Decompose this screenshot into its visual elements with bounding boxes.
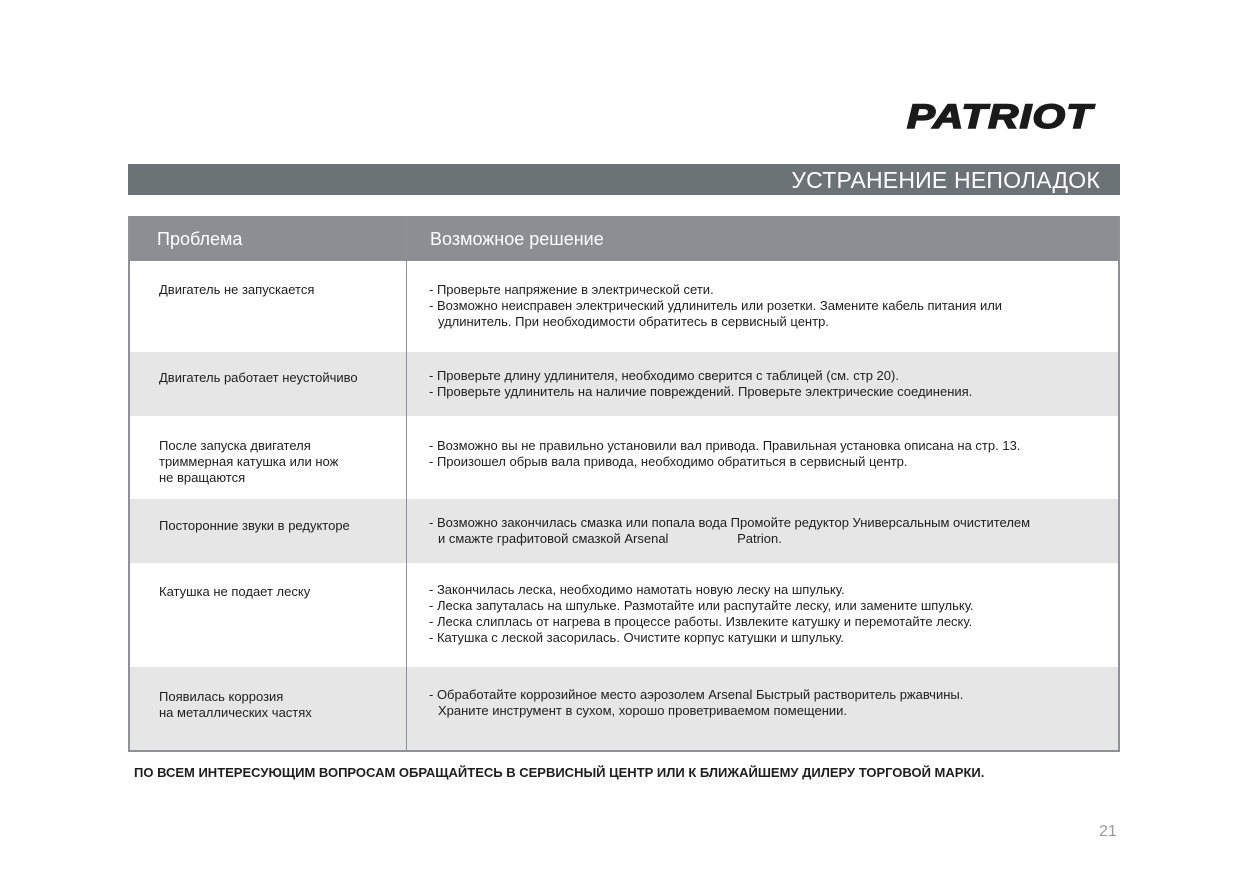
service-center-note: ПО ВСЕМ ИНТЕРЕСУЮЩИМ ВОПРОСАМ ОБРАЩАЙТЕСЬ В СЕРВИСНЫЙ ЦЕНТР ИЛИ К БЛИЖАЙШЕМУ ДИЛЕРУ ТОРГОВОЙ МАРКИ. xyxy=(134,765,985,780)
solution-cell xyxy=(429,438,1109,470)
solution-line: - Возможно неисправен электрический удлинитель или розетки. Замените кабель питания или xyxy=(429,298,1003,313)
problem-cell xyxy=(159,370,399,386)
table-row xyxy=(130,352,1118,416)
solution-line: удлинитель. При необходимости обратитесь в сервисный центр. xyxy=(438,314,829,329)
problem-cell xyxy=(159,584,399,600)
problem-text: триммерная катушка или нож xyxy=(159,454,339,469)
problem-text: Появилась коррозия xyxy=(159,689,284,704)
problem-cell xyxy=(159,689,399,721)
solution-line: - Закончилась леска, необходимо намотать новую леску на шпульку. xyxy=(429,582,845,597)
solution-line: - Леска запуталась на шпульке. Размотайте или распутайте леску, или замените шпульку. xyxy=(429,598,974,613)
patriot-logo-graphic xyxy=(905,96,1097,136)
table-row xyxy=(130,667,1118,750)
table-row xyxy=(130,416,1118,499)
logo-text: PATRIOT xyxy=(907,98,1096,136)
solution-line: - Обработайте коррозийное место аэрозолем Arsenal Быстрый растворитель ржавчины. xyxy=(429,687,964,702)
problem-text: Двигатель не запускается xyxy=(159,282,315,297)
problem-cell xyxy=(159,282,399,298)
table-row xyxy=(130,563,1118,667)
table-header xyxy=(130,216,1118,261)
solution-line: - Проверьте напряжение в электрической сети. xyxy=(429,282,714,297)
problem-text: После запуска двигателя xyxy=(159,438,311,453)
solution-line: - Возможно закончилась смазка или попала вода Промойте редуктор Универсальным очистителем xyxy=(429,515,1031,530)
problem-cell xyxy=(159,518,399,534)
table-row xyxy=(130,261,1118,352)
solution-cell xyxy=(429,687,1109,719)
solution-line: - Леска слиплась от нагрева в процессе работы. Извлеките катушку и перемотайте леску. xyxy=(429,614,973,629)
header-solution: Возможное решение xyxy=(430,229,604,249)
table-row xyxy=(130,499,1118,563)
problem-cell xyxy=(159,438,399,486)
problem-text: не вращаются xyxy=(159,470,246,485)
patriot-logo xyxy=(905,96,1097,136)
solution-line: и смажте графитовой смазкой Arsenal Patrion. xyxy=(438,531,782,546)
solution-line: - Проверьте удлинитель на наличие повреждений. Проверьте электрические соединения. xyxy=(429,384,973,399)
troubleshooting-table xyxy=(128,216,1120,752)
header-problem: Проблема xyxy=(157,229,243,249)
solution-line: - Проверьте длину удлинителя, необходимо сверится с таблицей (см. стр 20). xyxy=(429,368,899,383)
solution-line: - Катушка с леской засорилась. Очистите корпус катушки и шпульку. xyxy=(429,630,844,645)
problem-text: Посторонние звуки в редукторе xyxy=(159,518,350,533)
column-divider xyxy=(406,216,407,750)
problem-text: на металлических частях xyxy=(159,705,312,720)
page-number: 21 xyxy=(1099,823,1117,840)
solution-cell xyxy=(429,368,1109,400)
solution-line: Храните инструмент в сухом, хорошо проветриваемом помещении. xyxy=(438,703,848,718)
solution-line: - Произошел обрыв вала привода, необходимо обратиться в сервисный центр. xyxy=(429,454,908,469)
problem-text: Двигатель работает неустойчиво xyxy=(159,370,358,385)
solution-cell xyxy=(429,282,1109,330)
solution-line: - Возможно вы не правильно установили вал привода. Правильная установка описана на стр. 13. xyxy=(429,438,1021,453)
section-title-bar xyxy=(128,164,1120,195)
solution-cell xyxy=(429,582,1109,646)
problem-text: Катушка не подает леску xyxy=(159,584,311,599)
solution-cell xyxy=(429,515,1109,547)
section-title: УСТРАНЕНИЕ НЕПОЛАДОК xyxy=(791,167,1100,193)
